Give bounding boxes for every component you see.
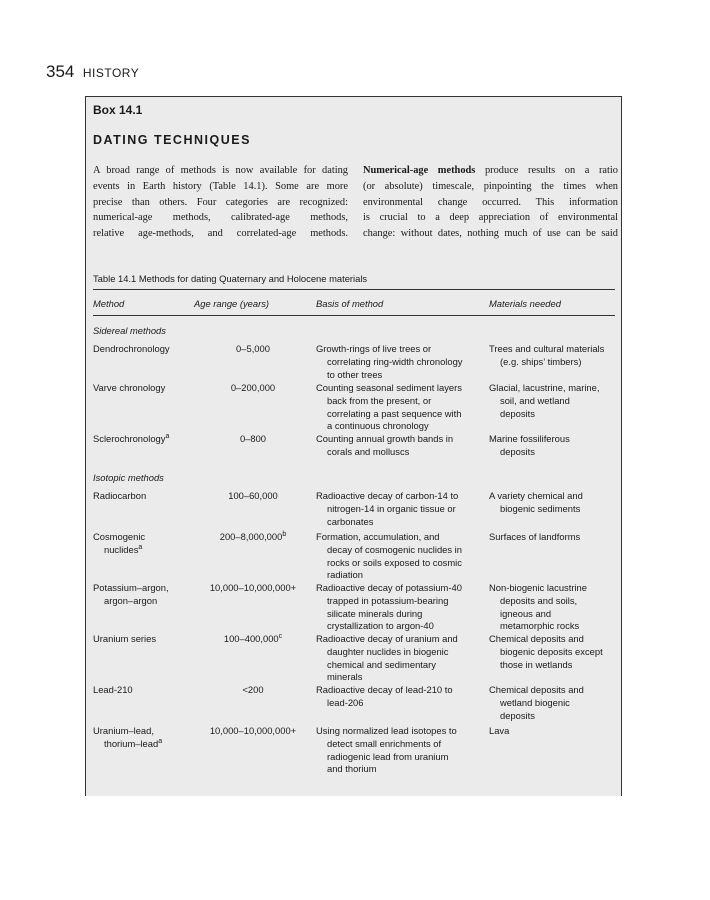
text-line: precise than others. Four categories are recognized: <box>93 196 348 208</box>
header-method: Method <box>93 298 125 309</box>
cell-line: detect small enrichments of <box>327 737 442 749</box>
cell-line: lead-206 <box>327 696 364 708</box>
row-materials <box>489 382 619 420</box>
text-line: A broad range of methods is now available for dating <box>93 165 348 176</box>
text-line: (or absolute) timescale, pinpointing the times when <box>363 180 618 192</box>
footnote-marker: a <box>138 543 143 551</box>
row-materials <box>489 343 619 369</box>
row-basis <box>316 490 486 528</box>
cell-line: biogenic deposits except <box>500 645 603 657</box>
row-materials <box>489 433 619 459</box>
cell-line: soil, and wetland <box>500 394 570 406</box>
row-age-range: 10,000–10,000,000+ <box>209 725 297 736</box>
cell-line: Chemical deposits and <box>489 633 584 644</box>
row-method <box>93 490 191 503</box>
cell-line: back from the present, or <box>327 394 432 406</box>
row-age-range <box>194 633 312 646</box>
method-text: thorium–lead <box>104 737 159 749</box>
cell-line: minerals <box>327 671 363 683</box>
cell-line: Uranium series <box>93 633 157 644</box>
header-basis: Basis of method <box>316 298 384 309</box>
cell-line: Radioactive decay of lead-210 to <box>316 684 453 695</box>
running-head: HISTORY <box>82 66 140 80</box>
row-age-range: 0–200,000 <box>230 382 276 393</box>
cell-line: argon–argon <box>104 594 158 606</box>
page-number: 354 <box>46 62 75 81</box>
row-materials <box>489 725 619 738</box>
cell-line: Surfaces of landforms <box>489 531 581 542</box>
cell-line: metamorphic rocks <box>500 620 580 632</box>
cell-line: Uranium–lead, <box>93 725 154 736</box>
cell-line: Counting annual growth bands in <box>316 433 454 444</box>
method-text: Sclerochronology <box>93 433 166 444</box>
cell-line: Counting seasonal sediment layers <box>316 382 462 393</box>
cell-line: radiation <box>327 569 363 581</box>
cell-line: decay of cosmogenic nuclides in <box>327 543 462 555</box>
cell-line: Radioactive decay of potassium-40 <box>316 582 462 593</box>
text-line: environmental change occurred. This information <box>363 196 618 208</box>
box-title: DATING TECHNIQUES <box>93 133 251 147</box>
cell-line: daughter nuclides in biogenic <box>327 645 449 657</box>
row-materials <box>489 490 619 516</box>
row-basis <box>316 382 486 433</box>
cell-line: deposits <box>500 445 535 457</box>
text-line: relative age-methods, and correlated-age methods. <box>93 228 348 240</box>
table-caption: Table 14.1 Methods for dating Quaternary and Holocene materials <box>93 273 368 284</box>
cell-line: Chemical deposits and <box>489 684 584 695</box>
cell-line: Non-biogenic lacustrine <box>489 582 587 593</box>
cell-line: Using normalized lead isotopes to <box>316 725 457 736</box>
row-basis <box>316 684 486 710</box>
row-materials <box>489 633 619 671</box>
cell-line: Cosmogenic <box>93 531 146 542</box>
age-text: 100–400,000 <box>223 633 279 644</box>
row-method <box>93 382 191 395</box>
cell-line: Formation, accumulation, and <box>316 531 440 542</box>
row-method <box>93 633 191 646</box>
cell-line: Trees and cultural materials <box>489 343 605 354</box>
cell-line: trapped in potassium-bearing <box>327 594 449 606</box>
cell-line: wetland biogenic <box>500 696 570 708</box>
cell-line: radiogenic lead from uranium <box>327 750 449 762</box>
row-basis <box>316 725 486 776</box>
cell-line: Dendrochronology <box>93 343 170 354</box>
row-basis <box>316 633 486 684</box>
cell-line: to other trees <box>327 368 383 380</box>
text-line: is crucial to a deep appreciation of environmental <box>363 212 618 224</box>
cell-line: Glacial, lacustrine, marine, <box>489 382 600 393</box>
row-age-range: 0–800 <box>239 433 267 444</box>
row-basis <box>316 582 486 633</box>
section-isotopic: Isotopic methods <box>93 472 164 483</box>
footnote-marker: a <box>165 432 170 440</box>
cell-line: and thorium <box>327 763 377 775</box>
row-basis <box>316 531 486 582</box>
cell-line: silicate minerals during <box>327 607 423 619</box>
row-age-range <box>194 531 312 544</box>
cell-line: Lead-210 <box>93 684 133 695</box>
intro-column-left <box>93 163 348 242</box>
cell-line <box>93 738 191 751</box>
section-sidereal: Sidereal methods <box>93 325 166 336</box>
cell-line: Lava <box>489 725 510 736</box>
row-materials <box>489 582 619 633</box>
cell-line: biogenic sediments <box>500 502 581 514</box>
cell-line <box>93 544 191 557</box>
cell-line: corals and molluscs <box>327 445 410 457</box>
cell-line: Radioactive decay of uranium and <box>316 633 458 644</box>
method-text: nuclides <box>104 543 139 555</box>
cell-line: Radiocarbon <box>93 490 147 501</box>
row-materials <box>489 531 619 544</box>
cell-line: correlating a past sequence with <box>327 407 462 419</box>
row-method <box>93 433 191 446</box>
row-method <box>93 725 191 751</box>
row-age-range: 10,000–10,000,000+ <box>209 582 297 593</box>
text-line: numerical-age methods, calibrated-age methods, <box>93 212 348 224</box>
cell-line: nitrogen-14 in organic tissue or <box>327 502 456 514</box>
cell-line: rocks or soils exposed to cosmic <box>327 556 462 568</box>
cell-line: those in wetlands <box>500 658 573 670</box>
footnote-marker: b <box>282 530 287 538</box>
cell-line: deposits and soils, <box>500 594 578 606</box>
row-basis <box>316 343 486 381</box>
footnote-marker: c <box>278 632 283 640</box>
row-method <box>93 582 191 608</box>
cell-line: Growth-rings of live trees or <box>316 343 432 354</box>
footnote-marker: a <box>158 737 163 745</box>
text-fragment: produce results on a ratio <box>475 165 618 176</box>
row-method <box>93 684 191 697</box>
text-line: events in Earth history (Table 14.1). Some are more <box>93 180 348 192</box>
row-age-range: <200 <box>242 684 264 695</box>
header-age-range: Age range (years) <box>194 298 270 309</box>
cell-line: A variety chemical and <box>489 490 583 501</box>
row-materials <box>489 684 619 722</box>
row-age-range: 100–60,000 <box>228 490 278 501</box>
text-line <box>363 163 618 179</box>
table-top-rule <box>93 289 615 290</box>
row-basis <box>316 433 486 459</box>
cell-line: deposits <box>500 709 535 721</box>
cell-line: carbonates <box>327 515 374 527</box>
cell-line <box>93 433 191 446</box>
row-age-range: 0–5,000 <box>236 343 270 354</box>
cell-line: a continuous chronology <box>327 420 429 432</box>
row-method <box>93 531 191 557</box>
header-materials: Materials needed <box>489 298 561 309</box>
cell-line: deposits <box>500 407 535 419</box>
age-text: 200–8,000,000 <box>219 531 283 542</box>
cell-line: Potassium–argon, <box>93 582 169 593</box>
cell-line: Marine fossiliferous <box>489 433 570 444</box>
box-label: Box 14.1 <box>93 103 143 117</box>
cell-line: crystallization to argon-40 <box>327 620 434 632</box>
cell-line: chemical and sedimentary <box>327 658 436 670</box>
text-line: change: without dates, nothing much of use can be said <box>363 228 618 240</box>
cell-line: Radioactive decay of carbon-14 to <box>316 490 459 501</box>
intro-column-right <box>363 163 618 242</box>
term-numerical-age: Numerical-age methods <box>363 165 476 176</box>
dating-techniques-box <box>85 96 622 796</box>
row-method <box>93 343 191 356</box>
cell-line: correlating ring-width chronology <box>327 355 463 367</box>
table-header-rule <box>93 315 615 316</box>
cell-line: (e.g. ships’ timbers) <box>500 355 582 367</box>
cell-line: Varve chronology <box>93 382 166 393</box>
page-header <box>46 62 139 82</box>
cell-line: igneous and <box>500 607 552 619</box>
